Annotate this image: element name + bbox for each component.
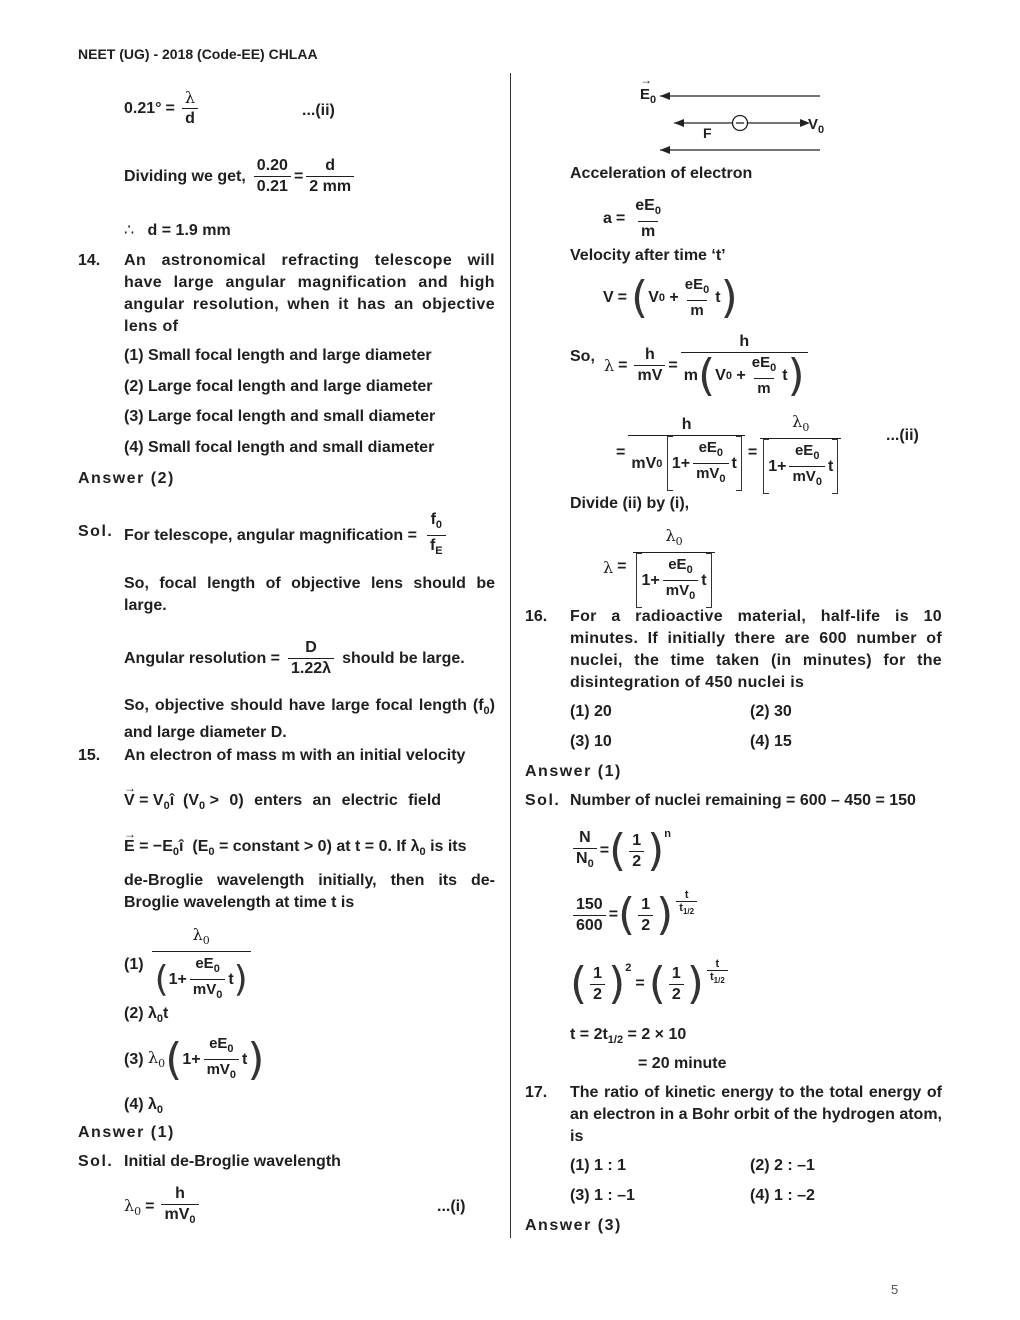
page-number: 5 — [891, 1282, 899, 1297]
q17-answer: Answer (3) — [525, 1217, 622, 1234]
q14-sol-line3: So, objective should have large focal length $(f_0)$ and large diameter D. — [124, 697, 495, 742]
page-header: NEET (UG) - 2018 (Code-EE) CHLAA — [78, 46, 318, 62]
q17-option-3: (3) 1 : –1 — [570, 1187, 635, 1204]
eq-num: λ — [184, 88, 196, 107]
eq-lhs: 0.21° — [124, 99, 162, 117]
dividing-label: Dividing we get, — [124, 167, 246, 185]
q15-answer: Answer (1) — [78, 1124, 175, 1141]
diagram-v-label: $V_0$ — [808, 116, 825, 136]
decay-equation-3: ( $\frac{1}{2}$ ) $^2$ = ( $\frac{1}{2}$ ) $\frac{t}{t_{1/2}}$ — [570, 962, 731, 1006]
eq-tag-ii-right: ...(ii) — [886, 427, 919, 444]
question-17-text: The ratio of kinetic energy to the total energy of an electron in a Bohr orbit of the hydrogen atom, is — [570, 1084, 942, 1145]
divide-label: Divide (ii) by (i), — [570, 495, 690, 512]
final-lambda-equation: λ = $\lambda_0$ 1+ $\frac{eE_0}{mV_0}$ t — [603, 526, 718, 608]
q17-option-1: (1) 1 : 1 — [570, 1157, 627, 1174]
acceleration-label: Acceleration of electron — [570, 165, 753, 182]
q15-sol-label: Sol. — [78, 1153, 114, 1170]
equation-ii-left: 0.21° = $\frac{\lambda}{d}$ — [124, 88, 201, 129]
force-arrowhead — [674, 119, 684, 127]
q14-option-3: (3) Large focal length and small diameter — [124, 408, 436, 425]
question-number-16: 16. — [525, 608, 548, 625]
lambda-equation-1: λ = $\frac{h}{mV}$ = h m ( V 0 + $\frac{eE_0}{m}$ t ) — [604, 332, 811, 399]
decay-equation-2: $\frac{150}{600}$ = ( $\frac{1}{2}$ ) $\frac{t}{t_{1/2}}$ — [570, 893, 700, 937]
q14-sol-resolution: Angular resolution = $\frac{D}{1.22\lambda}$ should be large. — [124, 639, 465, 677]
question-15-line1: An electron of mass m with an initial velocity — [124, 747, 466, 764]
q16-sol-t-line1: $t = 2t_{1/2} = 2 \times 10$ — [570, 1026, 687, 1047]
q14-option-4: (4) Small focal length and small diameter — [124, 439, 435, 456]
q16-option-3: (3) 10 — [570, 733, 612, 750]
q17-option-2: (2) 2 : –1 — [750, 1157, 815, 1174]
question-15-line2: → $V = V_0î$ $(V_0 > 0)$ enters an electric field — [124, 790, 495, 817]
question-15-line3: → $E = -E_0î$ ($E_0$ = constant > 0) at t = 0. If $\lambda_0$ is its — [124, 836, 495, 863]
q16-option-2: (2) 30 — [750, 703, 792, 720]
q15-option-1: (1) $\lambda_0$ ( 1+ $\frac{eE_0}{mV_0}$ t ) — [124, 925, 254, 1005]
so-label: So, — [570, 348, 595, 365]
column-divider — [510, 73, 511, 1238]
q14-sol-magnification: For telescope, angular magnification = $\frac{f_0}{f_E}$ — [124, 510, 449, 561]
velocity-label: Velocity after time ‘t’ — [570, 247, 726, 264]
acceleration-equation: a = $\frac{eE_0}{m}$ — [603, 197, 661, 241]
question-number-15: 15. — [78, 747, 101, 764]
diagram-e-label: → $E_0$ — [640, 86, 656, 106]
d-result: ∴ d = 1.9 mm — [124, 222, 231, 239]
q16-sol-label: Sol. — [525, 792, 561, 809]
lambda-equation-2: = h mV 0 1+ $\frac{eE_0}{mV_0}$ t = $\lambda_0$ 1+ $\frac{eE_0}{mV_0}$ t — [616, 412, 844, 494]
eq-den: d — [182, 108, 198, 129]
q14-sol-line2: So, focal length of objective lens should be large. — [124, 575, 495, 614]
question-number-14: 14. — [78, 252, 101, 269]
q14-answer: Answer (2) — [78, 470, 175, 487]
dividing-equation: Dividing we get, $\frac{0.20}{0.21}$ = $\frac{d}{2 mm}$ — [124, 156, 357, 197]
q16-answer: Answer (1) — [525, 763, 622, 780]
q15-sol-line1: Initial de-Broglie wavelength — [124, 1153, 341, 1170]
q14-option-2: (2) Large focal length and large diameter — [124, 378, 433, 395]
q16-sol-line1: Number of nuclei remaining = 600 – 450 = 150 — [570, 792, 916, 809]
question-15-line4: de-Broglie wavelength initially, then its de-Broglie wavelength at time t is — [124, 872, 495, 911]
q16-sol-t-line2: = 20 minute — [638, 1055, 727, 1072]
eq-lambda0: $\lambda_0$ = $\frac{h}{mV_0}$ — [124, 1184, 202, 1230]
q16-option-4: (4) 15 — [750, 733, 792, 750]
question-14-text: An astronomical refracting telescope will have large angular magnification and high angular resolution, when it has an objective lens of — [124, 252, 495, 335]
q14-sol-label: Sol. — [78, 523, 114, 540]
field-arrow-bottom — [660, 146, 670, 154]
q17-option-4: (4) 1 : –2 — [750, 1187, 815, 1204]
q16-option-1: (1) 20 — [570, 703, 612, 720]
diagram-f-label: F — [703, 125, 712, 141]
question-16-text: For a radioactive material, half-life is 10 minutes. If initially there are 600 number of nuclei, the time taken (in minutes) for the disintegration of 450 nuclei is — [570, 608, 942, 691]
q15-option-2: (2) $\lambda_0t$ — [124, 1005, 169, 1026]
field-arrow-top — [660, 92, 670, 100]
eq-tag-i: ...(i) — [437, 1198, 466, 1215]
velocity-equation: V = ( V 0 + $\frac{eE_0}{m}$ t ) — [603, 272, 738, 323]
decay-equation-1: $\frac{N}{N_0}$ = ( $\frac{1}{2}$ ) $^n$ — [570, 828, 671, 874]
q14-option-1: (1) Small focal length and large diameter — [124, 347, 432, 364]
q15-option-3: (3) $\lambda_0$ ( 1+ $\frac{eE_0}{mV_0}$ t ) — [124, 1033, 265, 1085]
q15-option-4: (4) $\lambda_0$ — [124, 1096, 164, 1117]
question-number-17: 17. — [525, 1084, 548, 1101]
eq-tag-ii-left: ...(ii) — [302, 102, 335, 119]
